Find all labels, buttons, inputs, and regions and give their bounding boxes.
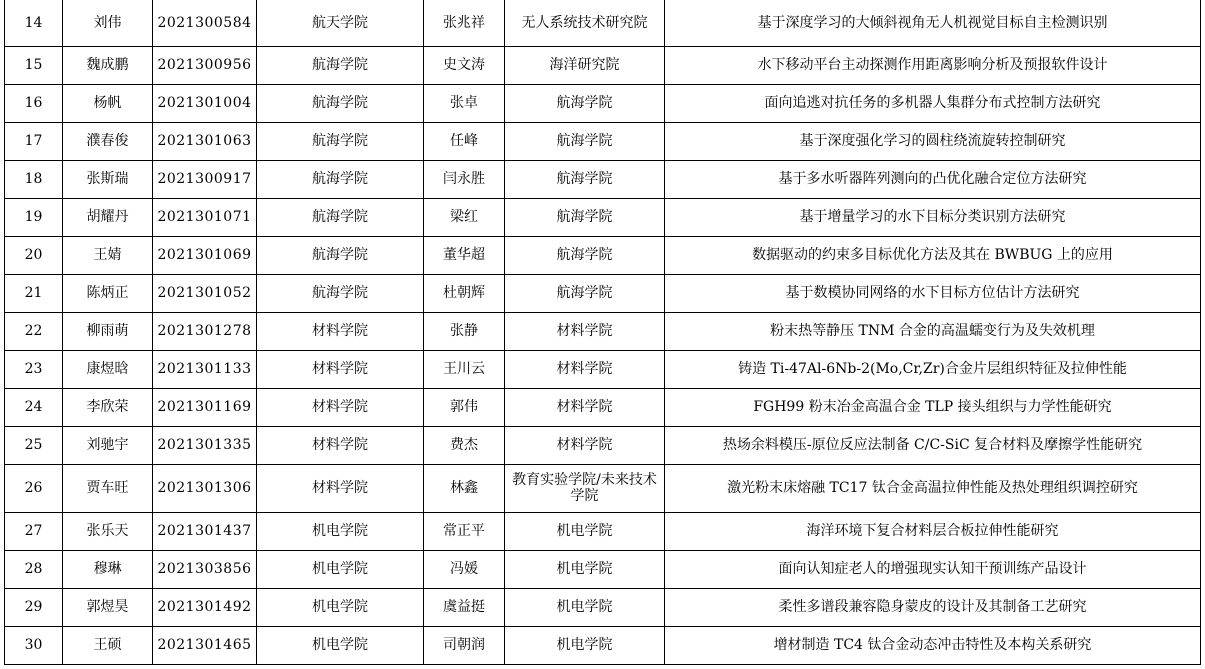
table-row	[5, 198, 1201, 236]
student-id-text: 2021301063	[157, 133, 252, 149]
student-id-text: 2021301335	[157, 437, 252, 453]
table-row	[5, 512, 1201, 550]
cell-advisor: 任峰	[424, 122, 505, 160]
cell-student-name: 濮春俊	[63, 122, 153, 160]
cell-student-id	[153, 588, 257, 626]
cell-advisor: 王川云	[424, 350, 505, 388]
cell-student-name: 刘伟	[63, 0, 153, 46]
cell-number: 29	[5, 588, 63, 626]
cell-number: 24	[5, 388, 63, 426]
cell-advisor-unit: 航海学院	[505, 122, 665, 160]
cell-student-id	[153, 312, 257, 350]
cell-school: 机电学院	[257, 550, 424, 588]
student-id-text: 2021301169	[157, 399, 252, 415]
cell-advisor: 林鑫	[424, 464, 505, 512]
cell-project-title: 激光粉末床熔融 TC17 钛合金高温拉伸性能及热处理组织调控研究	[665, 464, 1201, 512]
cell-student-id	[153, 388, 257, 426]
cell-student-id	[153, 160, 257, 198]
cell-student-name: 张斯瑞	[63, 160, 153, 198]
cell-project-title: 热场余料模压-原位反应法制备 C/C-SiC 复合材料及摩擦学性能研究	[665, 426, 1201, 464]
cell-school: 材料学院	[257, 312, 424, 350]
cell-project-title: 数据驱动的约束多目标优化方法及其在 BWBUG 上的应用	[665, 236, 1201, 274]
cell-school: 机电学院	[257, 588, 424, 626]
project-table	[4, 0, 1201, 665]
table-row	[5, 274, 1201, 312]
cell-number: 14	[5, 0, 63, 46]
cell-advisor: 常正平	[424, 512, 505, 550]
cell-advisor-unit: 航海学院	[505, 160, 665, 198]
cell-project-title: 基于多水听器阵列测向的凸优化融合定位方法研究	[665, 160, 1201, 198]
cell-school: 材料学院	[257, 426, 424, 464]
cell-student-id	[153, 236, 257, 274]
cell-advisor-unit: 机电学院	[505, 626, 665, 664]
cell-advisor: 闫永胜	[424, 160, 505, 198]
cell-student-name: 李欣荣	[63, 388, 153, 426]
cell-advisor-unit: 航海学院	[505, 84, 665, 122]
cell-project-title: 水下移动平台主动探测作用距离影响分析及预报软件设计	[665, 46, 1201, 84]
cell-student-name: 张乐天	[63, 512, 153, 550]
cell-advisor-unit: 机电学院	[505, 588, 665, 626]
cell-student-name: 刘驰宇	[63, 426, 153, 464]
table-row	[5, 350, 1201, 388]
student-id-text: 2021301133	[157, 361, 252, 377]
cell-school: 航海学院	[257, 160, 424, 198]
cell-advisor-unit: 材料学院	[505, 388, 665, 426]
cell-student-id	[153, 626, 257, 664]
cell-student-name: 郭煜昊	[63, 588, 153, 626]
cell-school: 航海学院	[257, 122, 424, 160]
cell-student-id	[153, 426, 257, 464]
cell-number: 21	[5, 274, 63, 312]
cell-student-id	[153, 198, 257, 236]
cell-student-id	[153, 122, 257, 160]
cell-project-title: 基于数模协同网络的水下目标方位估计方法研究	[665, 274, 1201, 312]
table-row	[5, 626, 1201, 664]
cell-number: 19	[5, 198, 63, 236]
student-id-text: 2021301052	[157, 285, 252, 301]
cell-student-id	[153, 0, 257, 46]
table-row	[5, 160, 1201, 198]
cell-school: 航海学院	[257, 46, 424, 84]
cell-advisor-unit: 材料学院	[505, 350, 665, 388]
table-row	[5, 464, 1201, 512]
cell-student-name: 魏成鹏	[63, 46, 153, 84]
cell-advisor: 史文涛	[424, 46, 505, 84]
cell-school: 航海学院	[257, 84, 424, 122]
table-row	[5, 550, 1201, 588]
cell-school: 材料学院	[257, 388, 424, 426]
cell-student-name: 陈炳正	[63, 274, 153, 312]
cell-advisor-unit: 机电学院	[505, 512, 665, 550]
cell-number: 23	[5, 350, 63, 388]
cell-student-name: 胡耀丹	[63, 198, 153, 236]
student-id-text: 2021301278	[157, 323, 252, 339]
cell-advisor-unit: 海洋研究院	[505, 46, 665, 84]
cell-school: 材料学院	[257, 464, 424, 512]
student-id-text: 2021301465	[157, 637, 252, 653]
cell-school: 航天学院	[257, 0, 424, 46]
cell-number: 28	[5, 550, 63, 588]
cell-advisor: 董华超	[424, 236, 505, 274]
table-row	[5, 84, 1201, 122]
cell-advisor: 费杰	[424, 426, 505, 464]
student-id-text: 2021301492	[157, 599, 252, 615]
cell-student-name: 穆琳	[63, 550, 153, 588]
cell-project-title: 面向追逃对抗任务的多机器人集群分布式控制方法研究	[665, 84, 1201, 122]
cell-project-title: 增材制造 TC4 钛合金动态冲击特性及本构关系研究	[665, 626, 1201, 664]
cell-student-id	[153, 512, 257, 550]
cell-project-title: 海洋环境下复合材料层合板拉伸性能研究	[665, 512, 1201, 550]
cell-student-name: 杨帆	[63, 84, 153, 122]
table-row	[5, 312, 1201, 350]
cell-advisor: 梁红	[424, 198, 505, 236]
cell-school: 机电学院	[257, 626, 424, 664]
cell-advisor: 冯媛	[424, 550, 505, 588]
table-row	[5, 0, 1201, 46]
student-id-text: 2021301069	[157, 247, 252, 263]
cell-advisor: 张兆祥	[424, 0, 505, 46]
student-id-text: 2021300956	[157, 57, 252, 73]
student-id-text: 2021301004	[157, 95, 252, 111]
table-row	[5, 388, 1201, 426]
cell-number: 25	[5, 426, 63, 464]
cell-advisor: 虞益挺	[424, 588, 505, 626]
cell-advisor-unit: 航海学院	[505, 198, 665, 236]
cell-number: 30	[5, 626, 63, 664]
cell-project-title: 面向认知症老人的增强现实认知干预训练产品设计	[665, 550, 1201, 588]
cell-student-name: 康煜晗	[63, 350, 153, 388]
student-id-text: 2021300584	[157, 14, 252, 31]
table-body	[5, 0, 1201, 664]
student-id-text: 2021300917	[157, 171, 252, 187]
cell-project-title: 基于深度强化学习的圆柱绕流旋转控制研究	[665, 122, 1201, 160]
cell-student-id	[153, 46, 257, 84]
cell-student-id	[153, 550, 257, 588]
cell-project-title: 柔性多谱段兼容隐身蒙皮的设计及其制备工艺研究	[665, 588, 1201, 626]
cell-project-title: FGH99 粉末冶金高温合金 TLP 接头组织与力学性能研究	[665, 388, 1201, 426]
cell-project-title: 基于增量学习的水下目标分类识别方法研究	[665, 198, 1201, 236]
cell-student-id	[153, 464, 257, 512]
student-id-text: 2021301437	[157, 523, 252, 539]
table-row	[5, 588, 1201, 626]
cell-student-id	[153, 350, 257, 388]
cell-student-id	[153, 84, 257, 122]
cell-school: 航海学院	[257, 236, 424, 274]
cell-number: 22	[5, 312, 63, 350]
cell-advisor: 司朝润	[424, 626, 505, 664]
student-id-text: 2021301071	[157, 209, 252, 225]
cell-advisor: 杜朝辉	[424, 274, 505, 312]
student-id-text: 2021303856	[157, 561, 252, 577]
cell-number: 17	[5, 122, 63, 160]
cell-advisor: 张静	[424, 312, 505, 350]
cell-number: 16	[5, 84, 63, 122]
cell-number: 27	[5, 512, 63, 550]
cell-advisor-unit: 航海学院	[505, 274, 665, 312]
cell-number: 15	[5, 46, 63, 84]
table-row	[5, 426, 1201, 464]
cell-school: 机电学院	[257, 512, 424, 550]
table-row	[5, 122, 1201, 160]
cell-student-name: 贾车旺	[63, 464, 153, 512]
cell-student-name: 柳雨萌	[63, 312, 153, 350]
cell-school: 航海学院	[257, 274, 424, 312]
cell-advisor: 张卓	[424, 84, 505, 122]
cell-advisor: 郭伟	[424, 388, 505, 426]
table-row	[5, 46, 1201, 84]
cell-project-title: 铸造 Ti-47Al-6Nb-2(Mo,Cr,Zr)合金片层组织特征及拉伸性能	[665, 350, 1201, 388]
cell-advisor-unit: 教育实验学院/未来技术学院	[505, 464, 665, 512]
table-row	[5, 236, 1201, 274]
cell-student-name: 王婧	[63, 236, 153, 274]
student-id-text: 2021301306	[157, 480, 252, 496]
cell-advisor-unit: 航海学院	[505, 236, 665, 274]
cell-advisor-unit: 无人系统技术研究院	[505, 0, 665, 46]
cell-project-title: 基于深度学习的大倾斜视角无人机视觉目标自主检测识别	[665, 0, 1201, 46]
cell-number: 18	[5, 160, 63, 198]
cell-school: 材料学院	[257, 350, 424, 388]
cell-number: 26	[5, 464, 63, 512]
cell-student-id	[153, 274, 257, 312]
cell-school: 航海学院	[257, 198, 424, 236]
cell-advisor-unit: 机电学院	[505, 550, 665, 588]
cell-student-name: 王硕	[63, 626, 153, 664]
cell-number: 20	[5, 236, 63, 274]
cell-advisor-unit: 材料学院	[505, 426, 665, 464]
cell-advisor-unit: 材料学院	[505, 312, 665, 350]
cell-project-title: 粉末热等静压 TNM 合金的高温蠕变行为及失效机理	[665, 312, 1201, 350]
